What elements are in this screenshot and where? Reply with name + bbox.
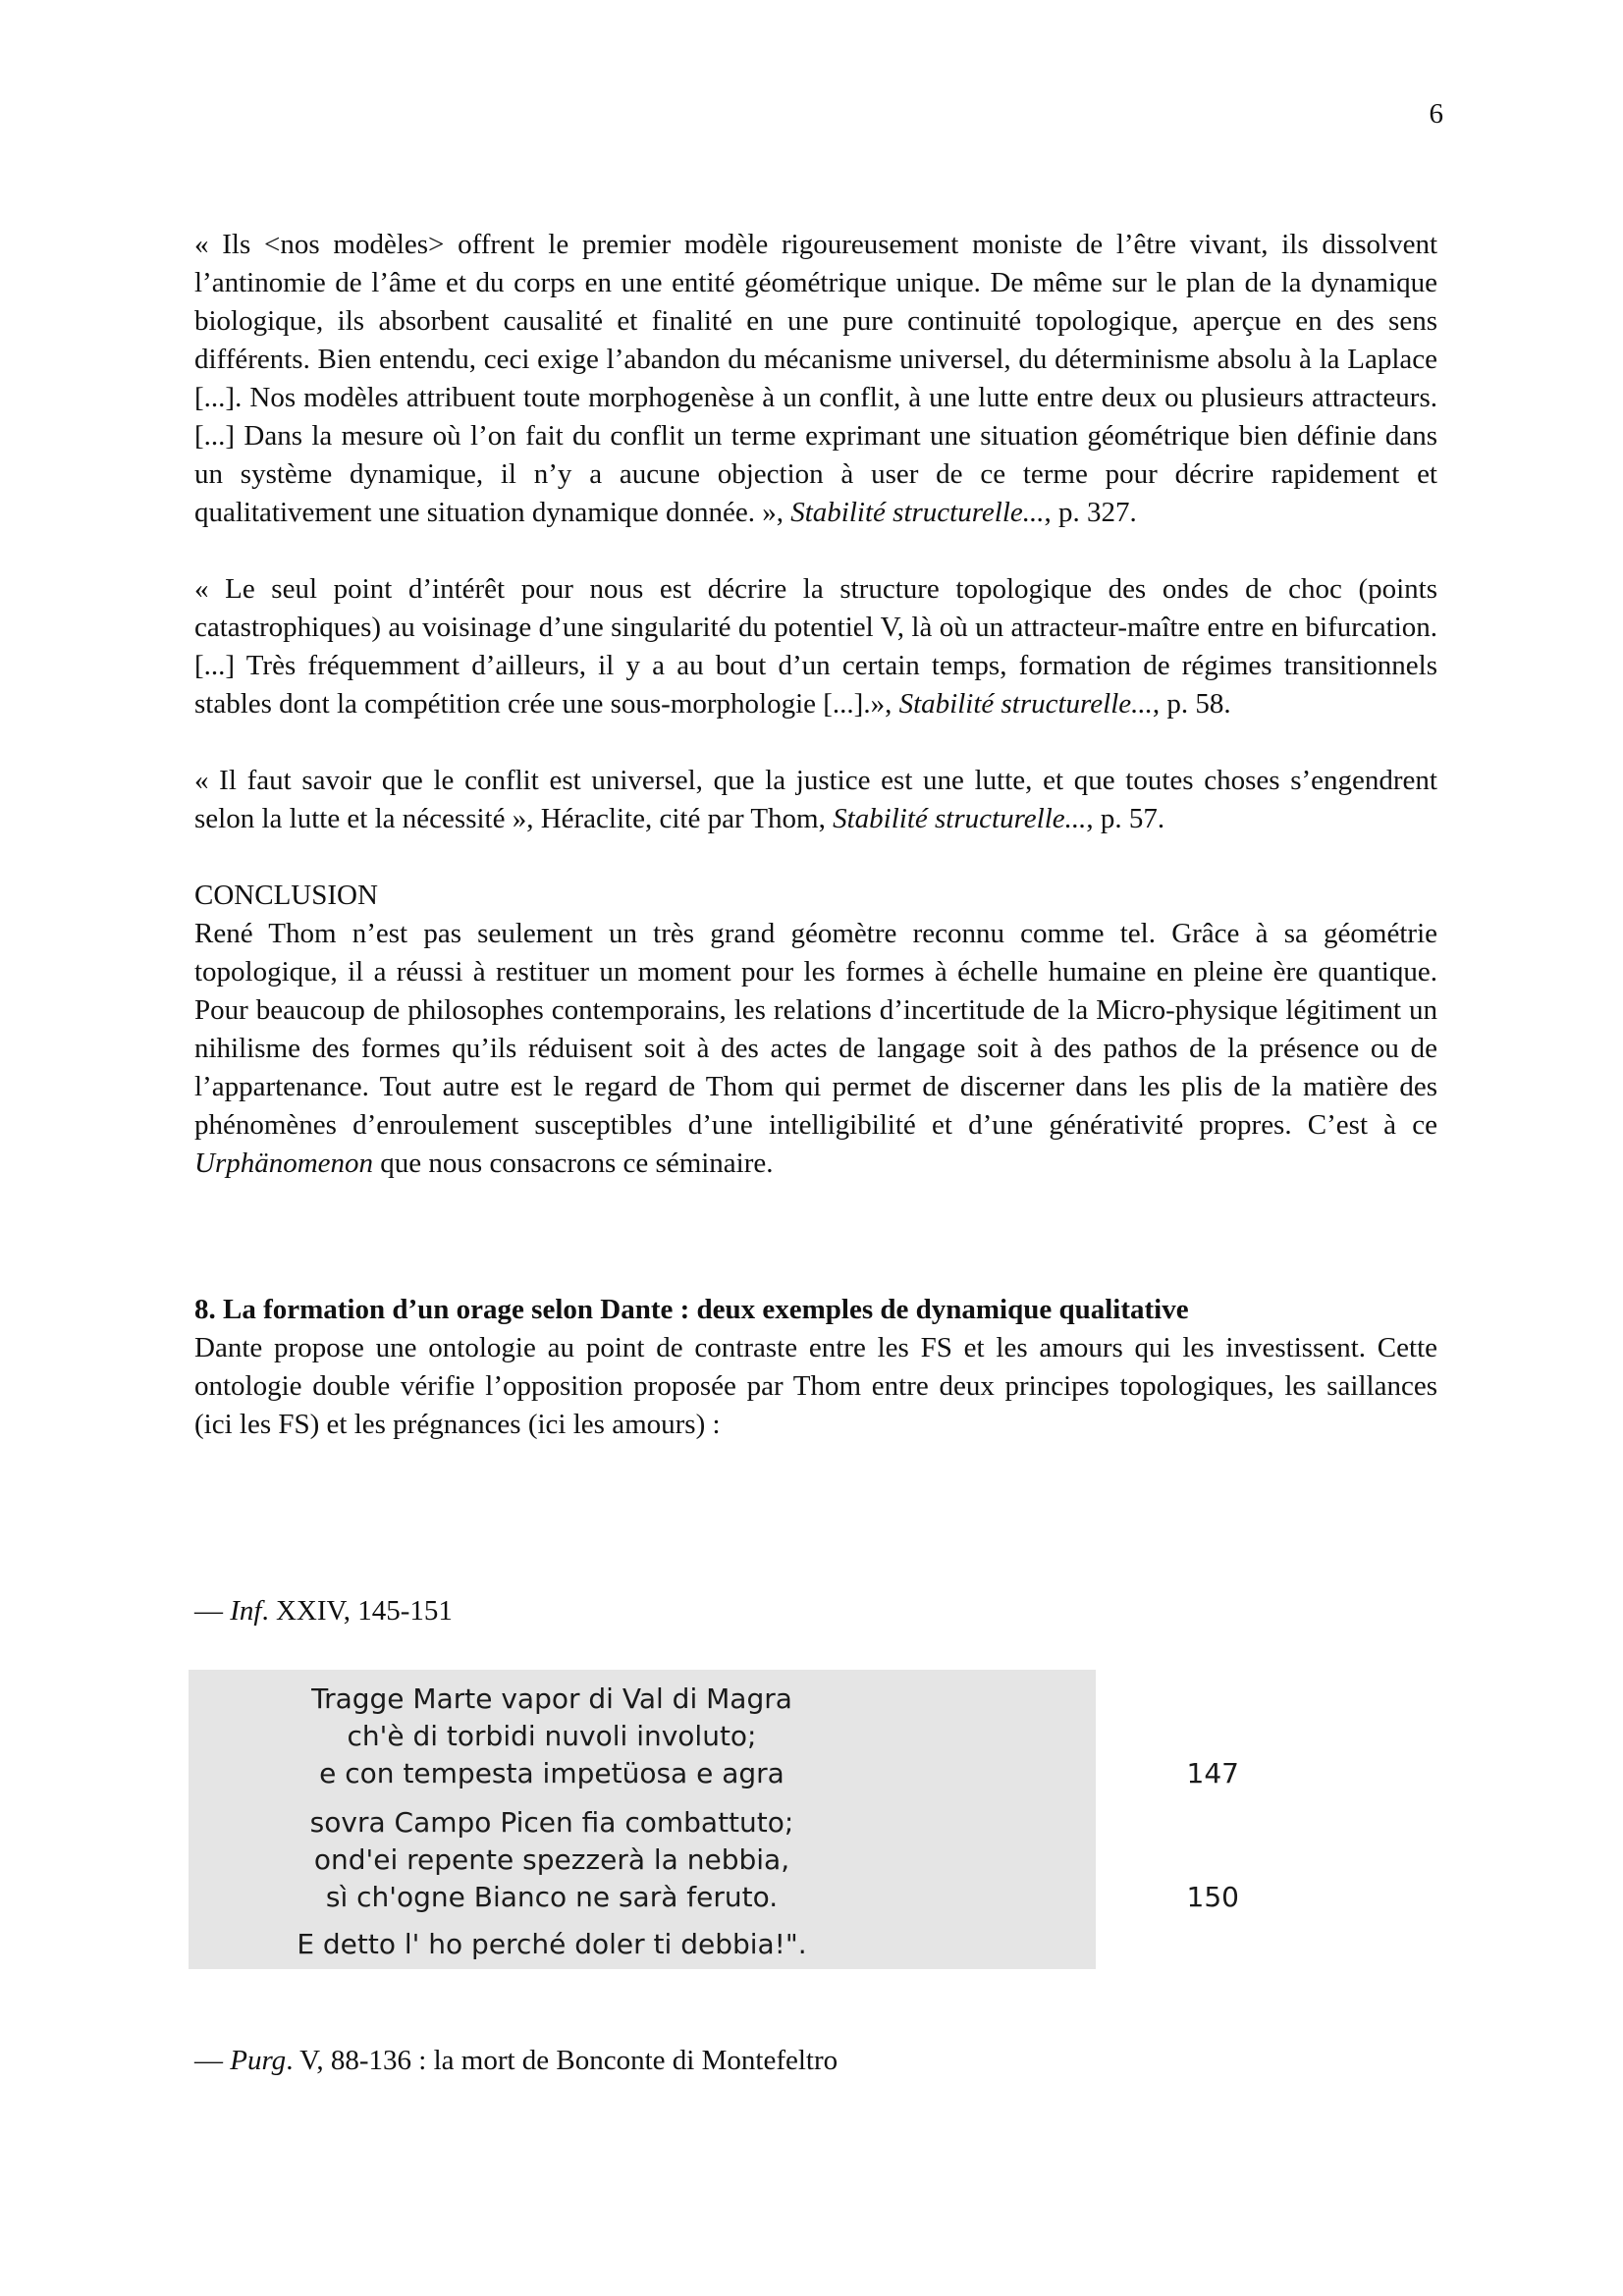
source-page: , p. 327. [1044,497,1137,528]
ref-rest: . XXIV, 145-151 [261,1595,453,1627]
source-title: Stabilité structurelle... [790,497,1045,528]
section-body: Dante propose une ontologie au point de contraste entre les FS et les amours qui les investissent. Cette ontologie double vérifie l’opposition proposée par Thom entre deux principes topologiques, les saillances (ici les FS) et les prégnances (ici les amours) : [194,1332,1437,1440]
quote-text: « Le seul point d’intérêt pour nous est décrire la structure topologique des ondes de choc (points catastrophiques) au voisinage d’une singularité du potentiel V, là où un attracteur-maître entre en bifurcation. [...] Très fréquemment d’ailleurs, il y a au bout d’un certain temps, formation de régimes transitionnels stables dont la compétition crée une sous-morphologie [...].», [194,573,1437,720]
source-title: Stabilité structurelle... [898,688,1153,720]
line-number: 150 [1186,1881,1239,1913]
ref-rest: . V, 88-136 : la mort de Bonconte di Montefeltro [286,2045,839,2076]
line-number: 147 [1186,1757,1239,1789]
conclusion-end: que nous consacrons ce séminaire. [373,1148,774,1179]
quote-topology [194,570,1437,723]
poem-line: e con tempesta impetüosa e agra [319,1757,784,1789]
poem-line: Tragge Marte vapor di Val di Magra [311,1682,792,1715]
source-page: , p. 58. [1152,688,1231,720]
main-text [194,226,1437,1444]
ref-work: Inf [230,1595,262,1627]
source-page: , p. 57. [1086,803,1165,834]
quote-heraclitus [194,762,1437,838]
reference-purgatorio [194,2045,838,2077]
poem-line: sovra Campo Picen fia combattuto; [309,1806,794,1839]
conclusion-body [194,915,1437,1183]
quote-text: « Ils <nos modèles> offrent le premier modèle rigoureusement moniste de l’être vivant, ils dissolvent l’antinomie de l’âme et du corps en une entité géométrique unique. De même sur le plan de la dynamique biologique, ils absorbent causalité et finalité en une pure continuité topologique, aperçue en des sens différents. Bien entendu, ceci exige l’abandon du mécanisme universel, du déterminisme absolu à la Laplace [...]. Nos modèles attribuent toute morphogenèse à un conflit, à une lutte entre deux ou plusieurs attracteurs. [...] Dans la mesure où l’on fait du conflit un terme exprimant une situation géométrique bien définie dans un système dynamique, il n’y a aucune objection à user de ce terme pour décrire rapidement et qualitativement une situation dynamique donnée. », [194,229,1437,528]
quote-text: « Il faut savoir que le conflit est universel, que la justice est une lutte, et que toutes choses s’engendrent selon la lutte et la nécessité », Héraclite, cité par Thom, [194,765,1437,834]
poem-line: ch'è di torbidi nuvoli involuto; [347,1720,757,1752]
poem-box [189,1670,1239,1969]
poem-line: E detto l' ho perché doler ti debbia!". [297,1928,807,1960]
conclusion-text: René Thom n’est pas seulement un très grand géomètre reconnu comme tel. Grâce à sa géométrie topologique, il a réussi à restituer un moment pour les formes à échelle humaine en pleine ère quantique. Pour beaucoup de philosophes contemporains, les relations d’incertitude de la Micro-physique légitiment un nihilisme des formes qu’ils réduisent soit à des actes de langage soit à des pathos de la présence ou de l’appartenance. Tout autre est le regard de Thom qui permet de discerner dans les plis de la matière des phénomènes d’enroulement susceptibles d’une intelligibilité et d’une générativité propres. C’est à ce [194,918,1437,1141]
ref-dash: — [194,2045,231,2076]
poem-line: ond'ei repente spezzerà la nebbia, [313,1843,790,1876]
conclusion-heading: CONCLUSION [194,880,378,911]
source-title: Stabilité structurelle... [833,803,1087,834]
conclusion-term: Urphänomenon [194,1148,374,1179]
quote-thom-models [194,226,1437,532]
page-number: 6 [1429,98,1443,130]
poem-line: sì ch'ogne Bianco ne sarà feruto. [325,1881,779,1913]
ref-work: Purg [230,2045,287,2076]
section-heading: 8. La formation d’un orage selon Dante : deux exemples de dynamique qualitative [194,1294,1189,1325]
ref-dash: — [194,1595,231,1627]
reference-inferno [194,1595,453,1628]
